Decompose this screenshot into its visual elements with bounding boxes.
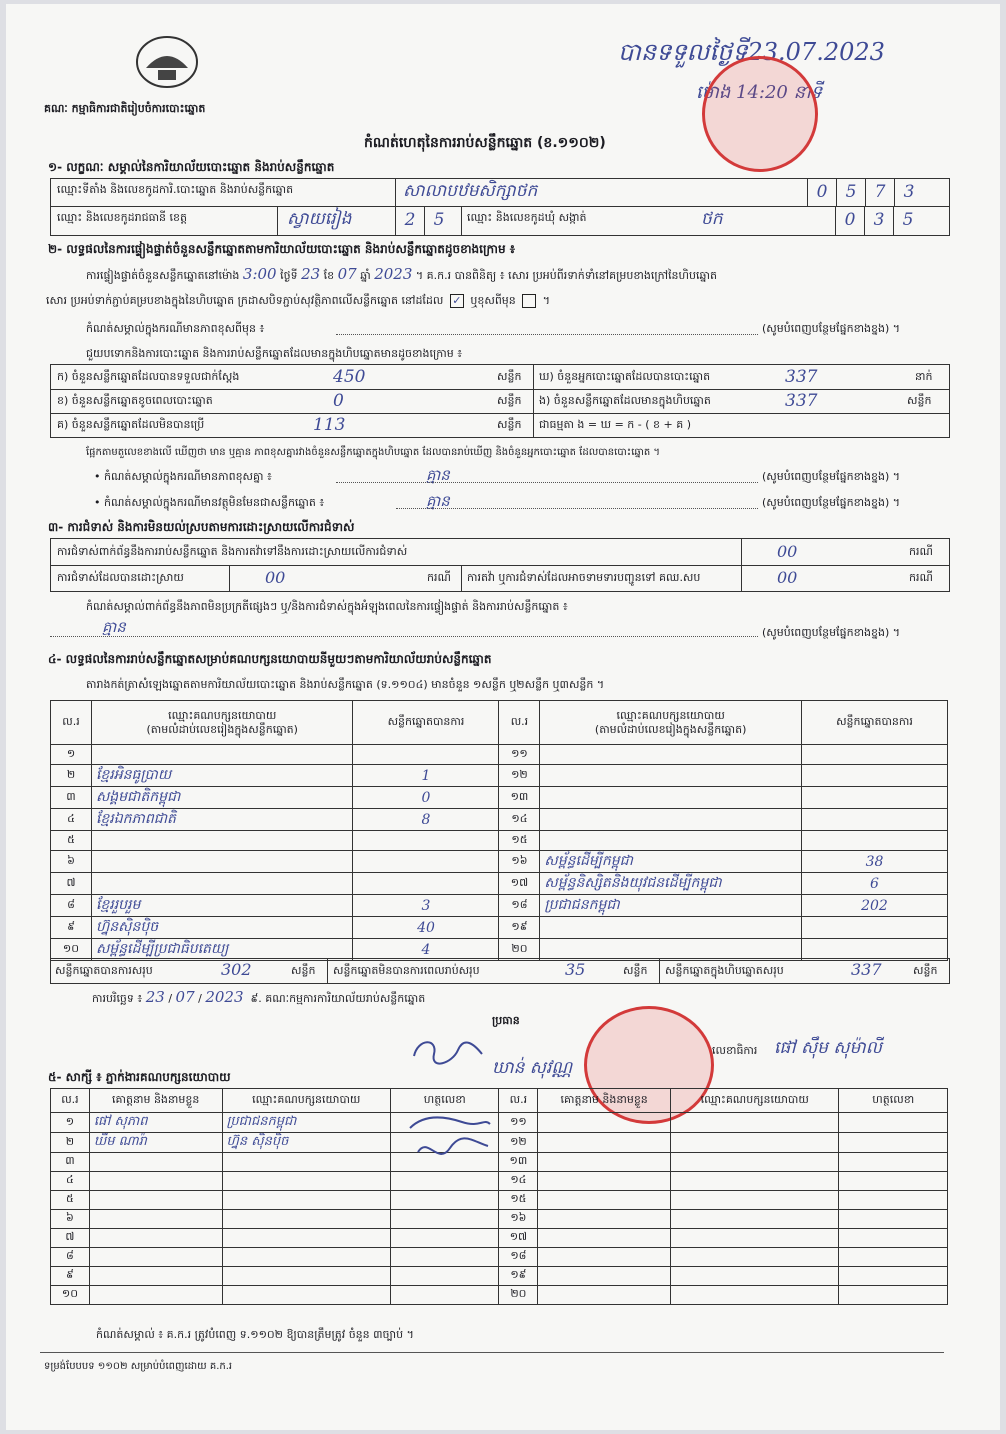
bullet2-value: គ្មាន (426, 492, 450, 510)
row-no: ១៩ (499, 917, 540, 939)
change-note-label: កំណត់សម្គាល់ក្នុងករណីមានភាពខុសពីមុន ៖ (86, 322, 265, 335)
witness-no: ១៣ (499, 1153, 538, 1172)
witness-name (89, 1229, 222, 1248)
appeal-label: ការតវ៉ា ឬការជំទាស់ដែលអាចទាមទារបញ្ជូនទៅ គឈ.សប (467, 571, 701, 584)
col-party-sub-right: (តាមលំដាប់លេខរៀងក្នុងសន្លឹកឆ្នោត) (594, 722, 747, 736)
witness-sign (839, 1133, 948, 1153)
province-code (395, 206, 453, 235)
form-title: កំណត់ហេតុនៃការរាប់សន្លឹកឆ្នោត (ខ.១១០២) (364, 135, 606, 151)
witness-signatures-icon (404, 1112, 494, 1172)
party-votes (353, 745, 499, 765)
formula: ជាធម្មតា ង = ឃ = ក - ( ខ + គ ) (539, 418, 691, 431)
party-votes: 40 (353, 917, 499, 939)
col-party-title: ឈ្មោះគណបក្សនយោបាយ (168, 708, 277, 722)
party-name: ខ្មែរអិនធូប្រាយ (91, 765, 353, 787)
party-name: ហ្វ៊ុនស៊ិនប៉ិច (91, 917, 353, 939)
province-digit: 5 (424, 206, 453, 235)
witness-no: ១៧ (499, 1229, 538, 1248)
party-name (540, 831, 802, 851)
row-no: ១៤ (499, 809, 540, 831)
witness-party (670, 1248, 839, 1267)
witness-party (670, 1191, 839, 1210)
row-no: ៧ (51, 873, 92, 895)
received-time: ម៉ោង 14:20 នាទី (696, 82, 823, 103)
witness-name (89, 1153, 222, 1172)
date-year: 2023 (205, 988, 244, 1006)
witness-sign (391, 1191, 499, 1210)
party-votes (801, 745, 947, 765)
count-table (50, 364, 950, 438)
chair-label: ប្រធាន (492, 1014, 520, 1027)
commune-value: ថក (701, 209, 723, 229)
commune-digit: 5 (893, 206, 922, 235)
party-votes (801, 787, 947, 809)
total-valid-unit: សន្លឹក (291, 964, 316, 977)
nec-emblem-icon (134, 34, 200, 90)
witness-name (538, 1248, 671, 1267)
col-no-right: ល.រ (499, 701, 540, 745)
seal-line: សោរ ប្រអប់ទាក់ភ្ជាប់គម្របខាងក្នុងនៃហិបឆ្នោត ក្រដាសបិទភ្ជាប់សុវត្ថិភាពលើសន្លឹកឆ្នោត នៅដដែល ✓ ឬខុសពីមុន ។ (46, 294, 551, 307)
site-digit: 0 (807, 179, 836, 206)
witness-row (51, 1286, 948, 1305)
total-invalid-value: 35 (565, 960, 586, 979)
irregularity-value: គ្មាន (102, 618, 126, 636)
witness-party (222, 1229, 391, 1248)
section1-heading: ១- លក្ខណៈ សម្គាល់នៃការិយាល័យបោះឆ្នោត និងរាប់សន្លឹកឆ្នោត (48, 160, 335, 174)
col-no: ល.រ (51, 701, 92, 745)
site-digit: 7 (865, 179, 894, 206)
d-unit: នាក់ (915, 370, 933, 383)
party-name: ខ្មែររួបរួម (91, 895, 353, 917)
row-no: ១៥ (499, 831, 540, 851)
witness-party (222, 1153, 391, 1172)
party-name (540, 765, 802, 787)
witness-name (89, 1191, 222, 1210)
a-label: ក) ចំនួនសន្លឹកឆ្នោតដែលបានទទួលជាក់ស្តែង (57, 370, 240, 383)
province-digit: 2 (395, 206, 424, 235)
e-label: ង) ចំនួនសន្លឹកឆ្នោតដែលមានក្នុងហិបឆ្នោត (539, 394, 711, 407)
verify-prefix: ការផ្ទៀងផ្ទាត់ចំនួនសន្លឹកឆ្នោតនៅម៉ោង (86, 269, 240, 282)
witness-no: ៨ (51, 1248, 90, 1267)
witness-no: ១៤ (499, 1172, 538, 1191)
total-invalid-label: សន្លឹកឆ្នោតមិនបានការពេលរាប់សរុប (333, 964, 480, 977)
resolved-unit: ករណី (427, 571, 451, 584)
witness-row (51, 1210, 948, 1229)
witness-party (222, 1210, 391, 1229)
witness-no: ៦ (51, 1210, 90, 1229)
witness-body (51, 1113, 948, 1305)
row-no: ១២ (499, 765, 540, 787)
witness-no: ៥ (51, 1191, 90, 1210)
table-row (51, 831, 948, 851)
table-row (51, 787, 948, 809)
resolved-value: 00 (265, 568, 286, 587)
row-no: ១០ (51, 939, 92, 961)
row-no: ១៨ (499, 895, 540, 917)
date-day: 23 (145, 988, 165, 1006)
row-no: ៨ (51, 895, 92, 917)
objection-r1-value: 00 (777, 542, 798, 561)
verify-year: 2023 (374, 265, 413, 283)
col-party-right (540, 701, 802, 745)
col-votes-right: សន្លឹកឆ្នោតបានការ (801, 701, 947, 745)
row-no: ៦ (51, 851, 92, 873)
form-note: ទម្រង់បែបបទ ១១០២ សម្រាប់បំពេញដោយ គ.ក.រ (44, 1361, 233, 1372)
resolved-label: ការជំទាស់ដែលបានដោះស្រាយ (57, 571, 184, 584)
witness-sign (839, 1172, 948, 1191)
discrepancy-check: ផ្អែកតាមតួលេខខាងលើ ឃើញថា មាន ឬគ្មាន ភាពខុសគ្នារវាងចំនួនសន្លឹកឆ្នោតក្នុងហិបឆ្នោត ដែលបានរាប់ឃើញ និងចំនួនអ្នកបោះឆ្នោត ដែលបានបោះឆ្នោត ។ (86, 447, 661, 458)
witness-sign (391, 1286, 499, 1305)
party-name (540, 787, 802, 809)
party-name (540, 745, 802, 765)
table-row (51, 895, 948, 917)
witness-name (538, 1267, 671, 1286)
seal-text: សោរ ប្រអប់ទាក់ភ្ជាប់គម្របខាងក្នុងនៃហិបឆ្នោត ក្រដាសបិទភ្ជាប់សុវត្ថិភាពលើសន្លឹកឆ្នោត នៅដដែល (46, 294, 444, 307)
chair-signature-icon (408, 1034, 488, 1070)
changed-label: ឬខុសពីមុន (470, 294, 516, 307)
official-stamp-top (702, 56, 818, 172)
irregularity-fill: (សូមបំពេញបន្ថែមផ្នែកខាងខ្នង) ។ (762, 626, 901, 639)
witness-no: ១៥ (499, 1191, 538, 1210)
witness-party (670, 1172, 839, 1191)
party-votes (353, 851, 499, 873)
verify-day: 23 (301, 265, 321, 283)
section3-heading: ៣- ការជំទាស់ និងការមិនយល់ស្របតាមការដោះស្រាយលើការជំទាស់ (48, 520, 355, 534)
changed-checkbox[interactable] (522, 294, 536, 308)
row-no: ២០ (499, 939, 540, 961)
day-label: ថ្ងៃទី (280, 269, 298, 282)
objection-r1-unit: ករណី (909, 545, 933, 558)
results-table (50, 700, 948, 961)
witness-no: ១០ (51, 1286, 90, 1305)
a-unit: សន្លឹក (497, 370, 522, 383)
bullet2-fill: (សូមបំពេញបន្ថែមផ្នែកខាងខ្នង) ។ (762, 496, 901, 509)
site-digit: 3 (894, 179, 923, 206)
total-invalid-unit: សន្លឹក (623, 964, 648, 977)
bullet1-label: • កំណត់សម្គាល់ក្នុងករណីមានភាពខុសគ្នា ៖ (94, 470, 272, 483)
witness-no: ៣ (51, 1153, 90, 1172)
section1-table (50, 178, 950, 236)
witness-no: ១៩ (499, 1267, 538, 1286)
party-name: ប្រជាជនកម្ពុជា (540, 895, 802, 917)
site-value: សាលាបឋមសិក្សាថក (403, 181, 538, 201)
witness-name (89, 1286, 222, 1305)
witness-sign (391, 1267, 499, 1286)
w-col-sign-right: ហត្ថលេខា (839, 1089, 948, 1113)
footer-note: កំណត់សម្គាល់ ៖ គ.ក.រ ត្រូវបំពេញ ទ.១១០២ ឱ្យបានត្រឹមត្រូវ ចំនួន ៣ច្បាប់ ។ (96, 1328, 414, 1341)
witness-party (670, 1286, 839, 1305)
bullet2-label: • កំណត់សម្គាល់ក្នុងករណីមានវត្ថុមិនមែនជាសន្លឹកឆ្នោត ៖ (94, 496, 325, 509)
table-row (51, 765, 948, 787)
w-col-no: ល.រ (51, 1089, 90, 1113)
c-value: 113 (313, 415, 346, 435)
party-name: សម្ព័ន្ធដើម្បីប្រជាធិបតេយ្យ (91, 939, 353, 961)
row-no: ១៧ (499, 873, 540, 895)
w-col-party: ឈ្មោះគណបក្សនយោបាយ (222, 1089, 391, 1113)
chair-name: ឃាន់ សុវណ្ណ (492, 1058, 573, 1078)
objection-r1-label: ការជំទាស់ពាក់ព័ន្ធនឹងការរាប់សន្លឹកឆ្នោត និងការតវ៉ាទៅនឹងការដោះស្រាយលើការជំទាស់ (57, 545, 408, 558)
d-label: ឃ) ចំនួនអ្នកបោះឆ្នោតដែលបានបោះឆ្នោត (539, 370, 711, 383)
witness-sign (391, 1210, 499, 1229)
date-label: ការបរិច្ឆេទ ៖ (92, 992, 143, 1005)
table-row (51, 873, 948, 895)
party-name (91, 745, 353, 765)
row-no: ១៣ (499, 787, 540, 809)
w-col-name: គោត្តនាម និងនាមខ្លួន (89, 1089, 222, 1113)
party-votes: 202 (801, 895, 947, 917)
witness-party (222, 1248, 391, 1267)
bullet1-value: គ្មាន (426, 466, 450, 484)
witness-party (670, 1113, 839, 1133)
witness-no: ១២ (499, 1133, 538, 1153)
form-page (6, 4, 1000, 1430)
col-party (91, 701, 353, 745)
party-votes (353, 873, 499, 895)
table-row (51, 745, 948, 765)
province-label: ឈ្មោះ និងលេខកូដរាជធានី ខេត្ត (57, 211, 187, 224)
change-note-fill: (សូមបំពេញបន្ថែមផ្នែកខាងខ្នង) ។ (762, 322, 901, 335)
row-no: ៣ (51, 787, 92, 809)
col-party-title-right: ឈ្មោះគណបក្សនយោបាយ (616, 708, 725, 722)
witness-sign (839, 1210, 948, 1229)
b-unit: សន្លឹក (497, 394, 522, 407)
row-no: ១១ (499, 745, 540, 765)
party-name (540, 809, 802, 831)
party-votes: 8 (353, 809, 499, 831)
witness-row (51, 1153, 948, 1172)
e-value: 337 (785, 391, 818, 411)
witness-no: ៩ (51, 1267, 90, 1286)
party-votes: 3 (353, 895, 499, 917)
received-note: បានទទួលថ្ងៃទី23.07.2023 (618, 38, 885, 66)
site-label: ឈ្មោះទីតាំង និងលេខកូដការិ.បោះឆ្នោត និងរាប់សន្លឹកឆ្នោត (57, 183, 294, 196)
witness-sign (391, 1172, 499, 1191)
site-code (807, 179, 923, 206)
appeal-value: 00 (777, 568, 798, 587)
total-valid-value: 302 (221, 960, 252, 979)
witness-no: ៧ (51, 1229, 90, 1248)
witness-party (670, 1153, 839, 1172)
total-box-unit: សន្លឹក (913, 964, 938, 977)
appeal-unit: ករណី (909, 571, 933, 584)
verify-month: 07 (337, 265, 357, 283)
party-name: ខ្មែរឯកភាពជាតិ (91, 809, 353, 831)
row-no: ១៦ (499, 851, 540, 873)
committee-label: ៩. គណៈកម្មការការិយាល័យរាប់សន្លឹកឆ្នោត (250, 992, 426, 1005)
witness-no: ២ (51, 1133, 90, 1153)
irregularity-label: កំណត់សម្គាល់ពាក់ព័ន្ធនឹងភាពមិនប្រក្រតីផ្សេងៗ ឬ/និងការជំទាស់ក្នុងអំឡុងពេលនៃការផ្ទៀងផ្ទាត់ និងការរាប់សន្លឹកឆ្នោត ៖ (86, 600, 568, 613)
witness-name: ឃឹម ណារ៉ា (89, 1133, 222, 1153)
witness-no: ១១ (499, 1113, 538, 1133)
row-no: ៥ (51, 831, 92, 851)
table-row (51, 851, 948, 873)
d-value: 337 (785, 367, 818, 387)
witness-row (51, 1172, 948, 1191)
witness-name (538, 1286, 671, 1305)
party-name (540, 917, 802, 939)
c-unit: សន្លឹក (497, 418, 522, 431)
footer-rule (40, 1352, 944, 1353)
witness-name (89, 1248, 222, 1267)
witness-row (51, 1267, 948, 1286)
witness-row (51, 1191, 948, 1210)
witness-name (89, 1172, 222, 1191)
party-votes: 4 (353, 939, 499, 961)
witness-sign (391, 1248, 499, 1267)
party-votes (801, 917, 947, 939)
year-label: ឆ្នាំ (360, 269, 371, 282)
party-name: សម្ព័ន្ធនិស្សិតនិងយុវជនដើម្បីកម្ពុជា (540, 873, 802, 895)
w-col-no-right: ល.រ (499, 1089, 538, 1113)
w-col-name-right: គោត្តនាម និងនាមខ្លួន (538, 1089, 671, 1113)
witness-sign (391, 1229, 499, 1248)
table-intro: ជួយបទោកនិងការបោះឆ្នោត និងការរាប់សន្លឹកឆ្នោតដែលមានក្នុងហិបឆ្នោតមានដូចខាងក្រោម ៖ (86, 347, 463, 360)
witness-party (222, 1286, 391, 1305)
a-value: 450 (333, 367, 366, 387)
party-name: សម្ព័ន្ធដើម្បីកម្ពុជា (540, 851, 802, 873)
party-votes (801, 765, 947, 787)
total-valid-label: សន្លឹកឆ្នោតបានការសរុប (55, 964, 153, 977)
witness-row (51, 1248, 948, 1267)
witness-party: ហ្វ៊ុន ស៊ិនប៉ិច (222, 1133, 391, 1153)
objection-table (50, 538, 950, 592)
witness-name (538, 1153, 671, 1172)
table-row (51, 917, 948, 939)
totals-row (50, 958, 950, 984)
witness-party (670, 1133, 839, 1153)
witness-name: ផៅ សុភាព (89, 1113, 222, 1133)
witness-name (538, 1113, 671, 1133)
party-votes: 6 (801, 873, 947, 895)
party-votes: 0 (353, 787, 499, 809)
witness-no: ៤ (51, 1172, 90, 1191)
witness-sign (839, 1229, 948, 1248)
total-box-label: សន្លឹកឆ្នោតក្នុងហិបឆ្នោតសរុប (665, 964, 784, 977)
b-label: ខ) ចំនួនសន្លឹកឆ្នោតខូចពេលបោះឆ្នោត (57, 394, 213, 407)
w-col-sign: ហត្ថលេខា (391, 1089, 499, 1113)
party-name (91, 831, 353, 851)
w-col-party-right: ឈ្មោះគណបក្សនយោបាយ (670, 1089, 839, 1113)
party-votes: 1 (353, 765, 499, 787)
witness-row (51, 1133, 948, 1153)
witness-name (89, 1210, 222, 1229)
verify-time: 3:00 (242, 265, 277, 283)
witness-party (222, 1191, 391, 1210)
witness-sign (839, 1191, 948, 1210)
commune-label: ឈ្មោះ និងលេខកូដឃុំ សង្កាត់ (467, 211, 587, 224)
total-box-value: 337 (851, 960, 882, 979)
verify-line (86, 267, 717, 283)
party-votes (353, 831, 499, 851)
section4-heading: ៤- លទ្ធផលនៃការរាប់សន្លឹកឆ្នោតសម្រាប់គណបក្សនយោបាយនីមួយៗតាមការិយាល័យរាប់សន្លឹកឆ្នោត (48, 652, 492, 666)
witness-party (222, 1172, 391, 1191)
witness-no: ១៦ (499, 1210, 538, 1229)
party-name: សង្គមជាតិកម្ពុជា (91, 787, 353, 809)
witness-name (538, 1229, 671, 1248)
month-label: ខែ (323, 269, 335, 282)
org-name: គណៈ កម្មាធិការជាតិរៀបចំការបោះឆ្នោត (44, 102, 206, 115)
witness-no: ១ (51, 1113, 90, 1133)
section5-heading: ៥- សាក្សី ៖ ភ្នាក់ងារគណបក្សនយោបាយ (48, 1070, 231, 1084)
party-votes: 38 (801, 851, 947, 873)
e-unit: សន្លឹក (907, 394, 932, 407)
secretary-name: ផៅ ស៊ឹម សុម៉ាលី (774, 1038, 882, 1058)
witness-no: ២០ (499, 1286, 538, 1305)
bullet1-fill: (សូមបំពេញបន្ថែមផ្នែកខាងខ្នង) ។ (762, 470, 901, 483)
witness-sign (839, 1267, 948, 1286)
party-name (91, 873, 353, 895)
same-checkbox[interactable]: ✓ (450, 294, 464, 308)
witness-name (538, 1172, 671, 1191)
b-value: 0 (333, 391, 344, 411)
party-name (91, 851, 353, 873)
witness-name (538, 1133, 671, 1153)
party-votes (801, 809, 947, 831)
witness-party (670, 1229, 839, 1248)
witness-table (50, 1088, 948, 1305)
witness-no: ១៨ (499, 1248, 538, 1267)
results-body (51, 745, 948, 961)
col-party-sub: (តាមលំដាប់លេខរៀងក្នុងសន្លឹកឆ្នោត) (146, 722, 298, 736)
section2-heading: ២- លទ្ធផលនៃការផ្ទៀងផ្ទាត់ចំនួនសន្លឹកឆ្នោតតាមការិយាល័យបោះឆ្នោត និងរាប់សន្លឹកឆ្នោតដូចខាងក្រោម ៖ (48, 242, 516, 256)
row-no: ១ (51, 745, 92, 765)
witness-sign (839, 1113, 948, 1133)
witness-sign (839, 1153, 948, 1172)
row-no: ៤ (51, 809, 92, 831)
secretary-label: លេខាធិការ (712, 1044, 758, 1057)
date-line: ការបរិច្ឆេទ ៖ 23 / 07 / 2023 ៩. គណៈកម្មការការិយាល័យរាប់សន្លឹកឆ្នោត (92, 988, 426, 1006)
verify-suffix: ។ គ.ក.រ បានពិនិត្យ ៖ សោរ ប្រអប់ពីរទាក់ទាំនៅគម្របខាងក្រៅនៃហិបឆ្នោត (415, 269, 717, 282)
commune-digit: 3 (864, 206, 893, 235)
witness-party: ប្រជាជនកម្ពុជា (222, 1113, 391, 1133)
witness-row (51, 1229, 948, 1248)
commune-code (835, 206, 922, 235)
row-no: ២ (51, 765, 92, 787)
col-votes: សន្លឹកឆ្នោតបានការ (353, 701, 499, 745)
row-no: ៩ (51, 917, 92, 939)
party-votes (801, 831, 947, 851)
date-month: 07 (175, 988, 195, 1006)
tally-intro: តារាងកត់ត្រាសំឡេងឆ្នោតតាមការិយាល័យបោះឆ្នោត និងរាប់សន្លឹកឆ្នោត (ទ.១១០៤) មានចំនួន ១សន្លឹក ឬ២សន្លឹក ឬ៣សន្លឹក ។ (86, 678, 605, 691)
witness-party (670, 1267, 839, 1286)
witness-name (538, 1210, 671, 1229)
site-digit: 5 (836, 179, 865, 206)
province-value: ស្វាយរៀង (287, 209, 352, 229)
witness-sign (839, 1248, 948, 1267)
witness-sign (839, 1286, 948, 1305)
witness-name (89, 1267, 222, 1286)
witness-name (538, 1191, 671, 1210)
witness-party (670, 1210, 839, 1229)
witness-row (51, 1113, 948, 1133)
commune-digit: 0 (835, 206, 864, 235)
table-row (51, 809, 948, 831)
witness-party (222, 1267, 391, 1286)
c-label: គ) ចំនួនសន្លឹកឆ្នោតដែលមិនបានប្រើ (57, 418, 205, 431)
